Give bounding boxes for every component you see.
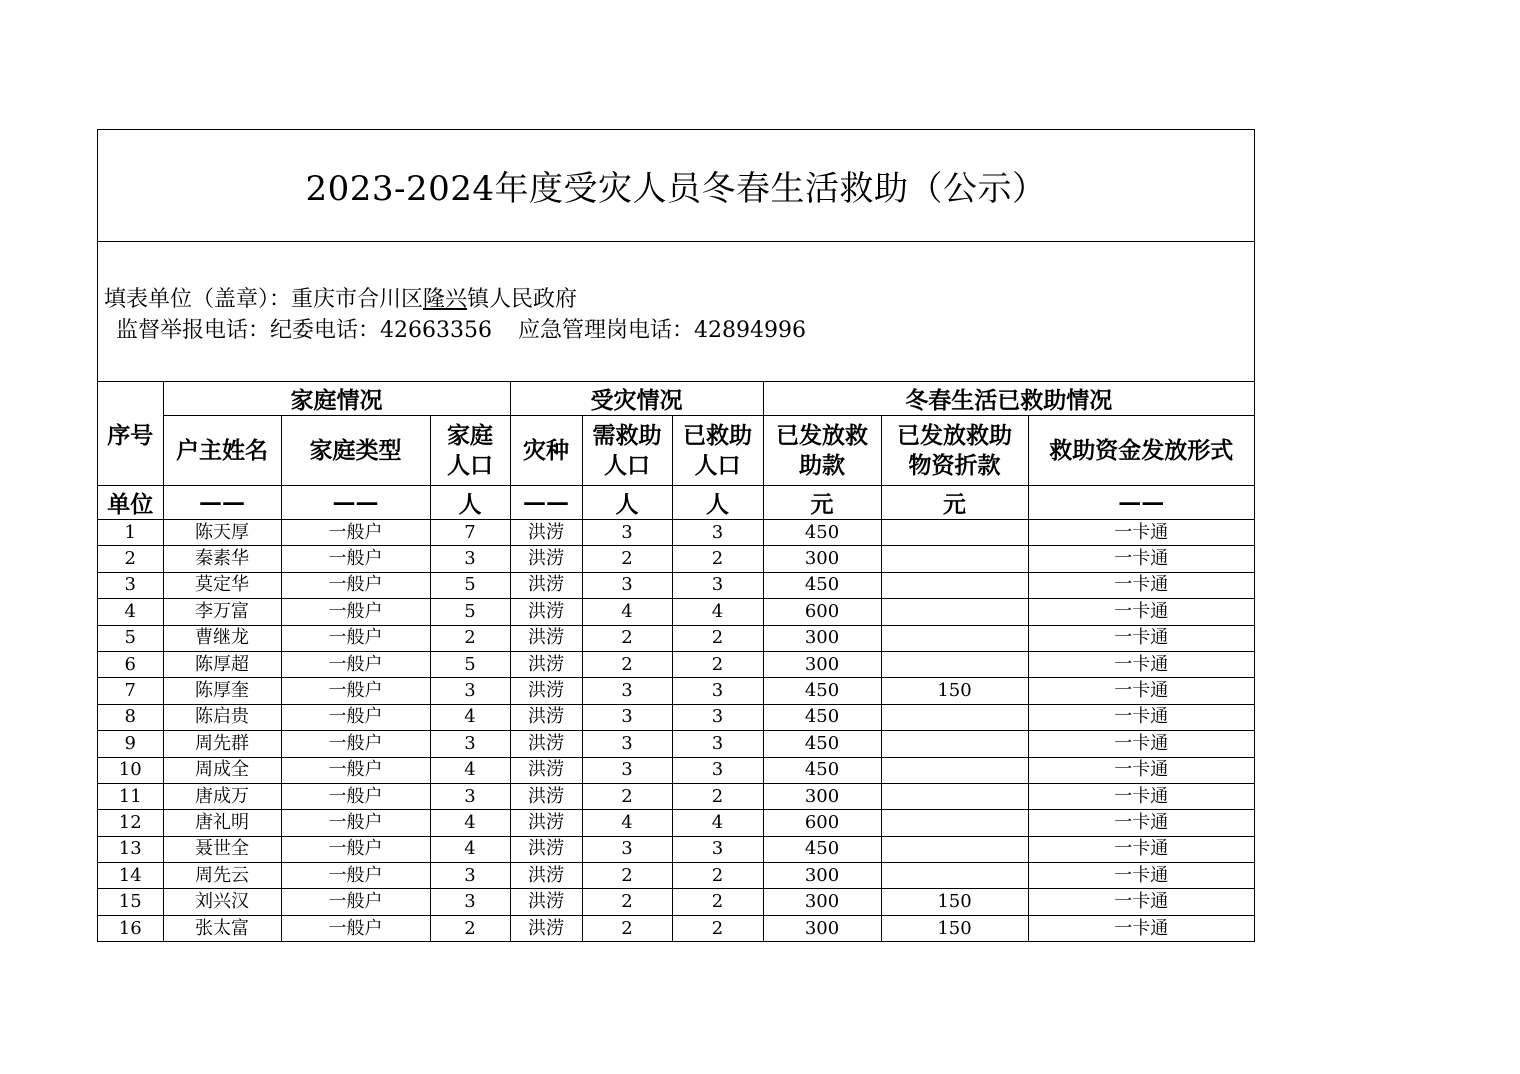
table-row (98, 651, 1254, 677)
cell-payment-method: 一卡通 (1028, 783, 1254, 809)
cell-householder: 陈天厚 (163, 520, 281, 546)
cell-goods (881, 546, 1028, 572)
cell-relieved: 3 (672, 836, 763, 862)
cell-funds: 300 (763, 546, 881, 572)
cell-householder: 李万富 (163, 599, 281, 625)
header-column-row (98, 416, 1254, 486)
hotline-label: 监督举报电话： (116, 318, 271, 343)
table-row (98, 783, 1254, 809)
cell-householder: 唐成万 (163, 783, 281, 809)
cell-payment-method: 一卡通 (1028, 757, 1254, 783)
cell-disaster-type: 洪涝 (510, 731, 582, 757)
emergency-phone: 42894996 (694, 318, 807, 343)
cell-seq: 12 (98, 810, 163, 836)
cell-householder: 陈厚奎 (163, 678, 281, 704)
cell-goods (881, 572, 1028, 598)
cell-goods (881, 599, 1028, 625)
cell-funds: 300 (763, 889, 881, 915)
cell-householder: 唐礼明 (163, 810, 281, 836)
cell-payment-method: 一卡通 (1028, 572, 1254, 598)
cell-disaster-type: 洪涝 (510, 678, 582, 704)
cell-disaster-type: 洪涝 (510, 625, 582, 651)
cell-funds: 450 (763, 704, 881, 730)
cell-relieved: 3 (672, 678, 763, 704)
cell-payment-method: 一卡通 (1028, 863, 1254, 889)
cell-need-relief: 3 (582, 572, 672, 598)
cell-funds: 450 (763, 678, 881, 704)
cell-seq: 16 (98, 915, 163, 941)
cell-relieved: 2 (672, 625, 763, 651)
header-relieved: 已救助 人口 (672, 416, 763, 486)
cell-family-size: 7 (430, 520, 510, 546)
cell-householder: 曹继龙 (163, 625, 281, 651)
cell-family-size: 4 (430, 704, 510, 730)
cell-need-relief: 4 (582, 599, 672, 625)
cell-goods (881, 651, 1028, 677)
fill-unit-town: 隆兴 (423, 287, 468, 312)
cell-seq: 15 (98, 889, 163, 915)
cell-goods (881, 757, 1028, 783)
cell-need-relief: 2 (582, 783, 672, 809)
cell-householder: 陈厚超 (163, 651, 281, 677)
cell-relieved: 2 (672, 651, 763, 677)
cell-seq: 6 (98, 651, 163, 677)
table-row (98, 599, 1254, 625)
cell-need-relief: 3 (582, 520, 672, 546)
cell-goods (881, 863, 1028, 889)
cell-goods (881, 810, 1028, 836)
cell-seq: 13 (98, 836, 163, 862)
cell-funds: 600 (763, 599, 881, 625)
cell-family-size: 3 (430, 889, 510, 915)
cell-disaster-type: 洪涝 (510, 757, 582, 783)
cell-disaster-type: 洪涝 (510, 546, 582, 572)
cell-funds: 450 (763, 757, 881, 783)
cell-family-type: 一般户 (281, 783, 430, 809)
table-row (98, 889, 1254, 915)
cell-seq: 8 (98, 704, 163, 730)
table-row (98, 863, 1254, 889)
fill-unit-label: 填表单位（盖章）： (104, 287, 292, 312)
cell-family-type: 一般户 (281, 757, 430, 783)
cell-need-relief: 2 (582, 546, 672, 572)
relief-notice-sheet (97, 129, 1255, 942)
table-row (98, 836, 1254, 862)
cell-relieved: 2 (672, 915, 763, 941)
cell-goods: 150 (881, 889, 1028, 915)
cell-need-relief: 3 (582, 704, 672, 730)
cell-disaster-type: 洪涝 (510, 572, 582, 598)
header-seq: 序号 (98, 382, 163, 486)
cell-seq: 2 (98, 546, 163, 572)
header-group-relief: 冬春生活已救助情况 (763, 382, 1254, 416)
cell-need-relief: 2 (582, 889, 672, 915)
cell-relieved: 2 (672, 889, 763, 915)
header-group-family: 家庭情况 (163, 382, 510, 416)
cell-relieved: 2 (672, 546, 763, 572)
cell-relieved: 3 (672, 704, 763, 730)
cell-seq: 3 (98, 572, 163, 598)
cell-need-relief: 3 (582, 731, 672, 757)
cell-householder: 陈启贵 (163, 704, 281, 730)
unit-funds: 元 (763, 486, 881, 520)
table-row (98, 520, 1254, 546)
cell-seq: 1 (98, 520, 163, 546)
cell-funds: 300 (763, 863, 881, 889)
unit-label: 单位 (98, 486, 163, 520)
cell-payment-method: 一卡通 (1028, 810, 1254, 836)
cell-payment-method: 一卡通 (1028, 546, 1254, 572)
header-disaster-type: 灾种 (510, 416, 582, 486)
cell-payment-method: 一卡通 (1028, 731, 1254, 757)
cell-family-size: 3 (430, 863, 510, 889)
cell-seq: 11 (98, 783, 163, 809)
hotline-line (98, 315, 1254, 346)
cell-family-size: 5 (430, 599, 510, 625)
cell-relieved: 3 (672, 731, 763, 757)
cell-family-type: 一般户 (281, 599, 430, 625)
cell-disaster-type: 洪涝 (510, 599, 582, 625)
cell-funds: 600 (763, 810, 881, 836)
table-row (98, 572, 1254, 598)
cell-relieved: 3 (672, 757, 763, 783)
table-row (98, 731, 1254, 757)
cell-family-size: 3 (430, 678, 510, 704)
cell-goods (881, 520, 1028, 546)
cell-funds: 300 (763, 783, 881, 809)
cell-family-type: 一般户 (281, 810, 430, 836)
cell-need-relief: 2 (582, 651, 672, 677)
document-title (98, 130, 1254, 242)
emergency-label: 应急管理岗电话： (518, 318, 695, 343)
table-row (98, 915, 1254, 941)
cell-need-relief: 2 (582, 915, 672, 941)
header-payment-method: 救助资金发放形式 (1028, 416, 1254, 486)
cell-payment-method: 一卡通 (1028, 915, 1254, 941)
cell-need-relief: 2 (582, 625, 672, 651)
cell-disaster-type: 洪涝 (510, 783, 582, 809)
header-need-relief: 需救助 人口 (582, 416, 672, 486)
unit-payment-method: —— (1028, 486, 1254, 520)
cell-goods (881, 783, 1028, 809)
unit-need-relief: 人 (582, 486, 672, 520)
cell-seq: 9 (98, 731, 163, 757)
cell-relieved: 2 (672, 783, 763, 809)
cell-disaster-type: 洪涝 (510, 651, 582, 677)
cell-payment-method: 一卡通 (1028, 704, 1254, 730)
fill-unit-line (98, 284, 1254, 315)
cell-payment-method: 一卡通 (1028, 520, 1254, 546)
header-group-disaster: 受灾情况 (510, 382, 763, 416)
cell-family-size: 5 (430, 572, 510, 598)
cell-disaster-type: 洪涝 (510, 704, 582, 730)
cell-family-type: 一般户 (281, 678, 430, 704)
cell-need-relief: 2 (582, 863, 672, 889)
cell-relieved: 3 (672, 572, 763, 598)
cell-householder: 周成全 (163, 757, 281, 783)
cell-seq: 4 (98, 599, 163, 625)
cell-family-type: 一般户 (281, 520, 430, 546)
cell-family-type: 一般户 (281, 546, 430, 572)
cell-disaster-type: 洪涝 (510, 520, 582, 546)
cell-goods (881, 625, 1028, 651)
table-row (98, 546, 1254, 572)
cell-householder: 周先云 (163, 863, 281, 889)
cell-relieved: 2 (672, 863, 763, 889)
discipline-phone: 42663356 (380, 318, 493, 343)
cell-goods: 150 (881, 678, 1028, 704)
relief-table (98, 382, 1254, 941)
cell-seq: 10 (98, 757, 163, 783)
cell-family-type: 一般户 (281, 836, 430, 862)
cell-disaster-type: 洪涝 (510, 810, 582, 836)
cell-family-size: 4 (430, 810, 510, 836)
cell-disaster-type: 洪涝 (510, 836, 582, 862)
cell-disaster-type: 洪涝 (510, 863, 582, 889)
cell-funds: 450 (763, 520, 881, 546)
cell-family-type: 一般户 (281, 863, 430, 889)
cell-family-type: 一般户 (281, 625, 430, 651)
cell-funds: 450 (763, 836, 881, 862)
cell-family-type: 一般户 (281, 572, 430, 598)
header-family-size: 家庭 人口 (430, 416, 510, 486)
info-section (98, 242, 1254, 382)
cell-goods (881, 704, 1028, 730)
cell-family-size: 5 (430, 651, 510, 677)
cell-funds: 450 (763, 572, 881, 598)
cell-disaster-type: 洪涝 (510, 915, 582, 941)
cell-payment-method: 一卡通 (1028, 651, 1254, 677)
unit-family-type: —— (281, 486, 430, 520)
cell-householder: 刘兴汉 (163, 889, 281, 915)
fill-unit-suffix: 镇人民政府 (467, 287, 578, 312)
cell-goods (881, 731, 1028, 757)
cell-funds: 300 (763, 651, 881, 677)
cell-payment-method: 一卡通 (1028, 889, 1254, 915)
cell-family-size: 3 (430, 731, 510, 757)
cell-goods (881, 836, 1028, 862)
cell-family-type: 一般户 (281, 731, 430, 757)
table-row (98, 625, 1254, 651)
cell-householder: 张太富 (163, 915, 281, 941)
table-row (98, 704, 1254, 730)
header-group-row (98, 382, 1254, 416)
cell-payment-method: 一卡通 (1028, 625, 1254, 651)
header-householder: 户主姓名 (163, 416, 281, 486)
cell-seq: 5 (98, 625, 163, 651)
unit-goods: 元 (881, 486, 1028, 520)
cell-family-type: 一般户 (281, 889, 430, 915)
unit-relieved: 人 (672, 486, 763, 520)
cell-goods: 150 (881, 915, 1028, 941)
header-family-type: 家庭类型 (281, 416, 430, 486)
cell-householder: 聂世全 (163, 836, 281, 862)
unit-householder: —— (163, 486, 281, 520)
cell-family-size: 2 (430, 625, 510, 651)
cell-family-size: 4 (430, 836, 510, 862)
header-funds: 已发放救 助款 (763, 416, 881, 486)
cell-funds: 450 (763, 731, 881, 757)
header-goods: 已发放救助 物资折款 (881, 416, 1028, 486)
unit-disaster-type: —— (510, 486, 582, 520)
fill-unit-prefix: 重庆市合川区 (291, 287, 424, 312)
cell-family-size: 4 (430, 757, 510, 783)
cell-need-relief: 3 (582, 836, 672, 862)
title-text: 2023-2024年度受灾人员冬春生活救助（公示） (305, 169, 1047, 209)
discipline-label: 纪委电话： (270, 318, 381, 343)
table-row (98, 678, 1254, 704)
cell-need-relief: 3 (582, 678, 672, 704)
cell-family-size: 2 (430, 915, 510, 941)
table-row (98, 810, 1254, 836)
cell-family-size: 3 (430, 783, 510, 809)
cell-family-size: 3 (430, 546, 510, 572)
cell-relieved: 3 (672, 520, 763, 546)
cell-seq: 7 (98, 678, 163, 704)
cell-family-type: 一般户 (281, 915, 430, 941)
cell-payment-method: 一卡通 (1028, 836, 1254, 862)
cell-funds: 300 (763, 915, 881, 941)
cell-need-relief: 3 (582, 757, 672, 783)
unit-family-size: 人 (430, 486, 510, 520)
cell-householder: 秦素华 (163, 546, 281, 572)
cell-family-type: 一般户 (281, 651, 430, 677)
cell-relieved: 4 (672, 599, 763, 625)
cell-funds: 300 (763, 625, 881, 651)
cell-disaster-type: 洪涝 (510, 889, 582, 915)
cell-family-type: 一般户 (281, 704, 430, 730)
cell-seq: 14 (98, 863, 163, 889)
cell-householder: 莫定华 (163, 572, 281, 598)
table-row (98, 757, 1254, 783)
cell-payment-method: 一卡通 (1028, 678, 1254, 704)
cell-relieved: 4 (672, 810, 763, 836)
unit-row (98, 486, 1254, 520)
cell-householder: 周先群 (163, 731, 281, 757)
cell-need-relief: 4 (582, 810, 672, 836)
cell-payment-method: 一卡通 (1028, 599, 1254, 625)
